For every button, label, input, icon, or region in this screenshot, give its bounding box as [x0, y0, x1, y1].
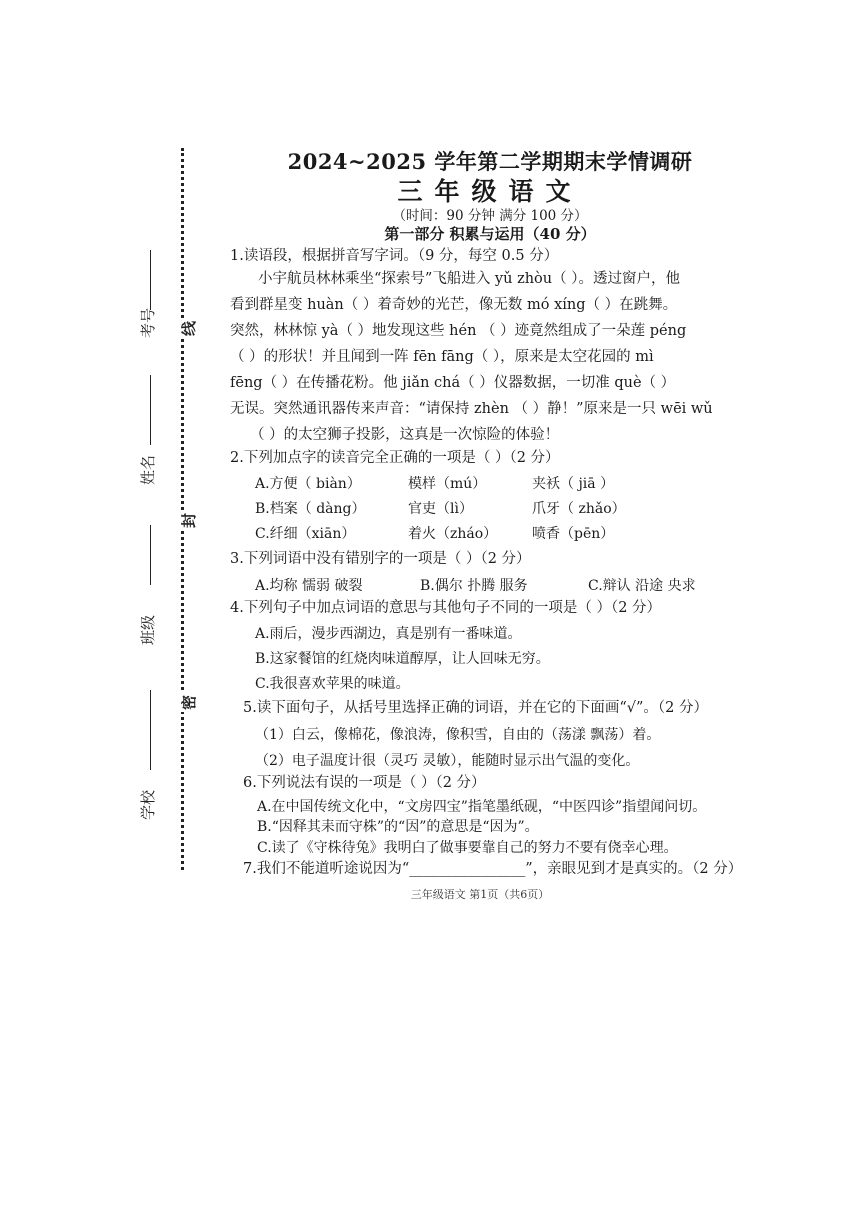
- q6-stem: 6.下列说法有误的一项是（ ）（2 分）: [243, 775, 486, 791]
- q2-option-a-2: 模样（mú）: [408, 476, 487, 492]
- q5-stem: 5.读下面句子，从括号里选择正确的词语，并在它的下面画“√”。（2 分）: [243, 700, 708, 716]
- name-blank: [150, 375, 151, 445]
- q1-line-5: fēng（ ）在传播花粉。他 jiǎn chá（ ）仪器数据，一切准 què（ ）: [230, 375, 676, 391]
- q2-option-c-3: 喷香（pēn）: [532, 526, 615, 542]
- q2-stem: 2.下列加点字的读音完全正确的一项是（ ）（2 分）: [230, 450, 560, 466]
- q3-option-c: C.辩认 沿途 央求: [588, 578, 696, 594]
- q2-option-a-1: A.方便（ biàn）: [255, 476, 361, 492]
- exam-no-label: 考号: [139, 307, 157, 338]
- q1-line-7: （ ）的太空狮子投影，这真是一次惊险的体验！: [250, 427, 560, 443]
- q1-line-4: （ ）的形状！并且闻到一阵 fēn fāng（ ），原来是太空花园的 mì: [230, 349, 654, 365]
- q2-option-c-2: 着火（zháo）: [408, 526, 498, 542]
- class-blank: [150, 525, 151, 585]
- q3-option-a: A.均称 懦弱 破裂: [255, 578, 363, 594]
- time-info: （时间：90 分钟 满分 100 分）: [392, 208, 588, 224]
- exam-subject: 三年级语文: [397, 177, 583, 206]
- exam-title: 2024~2025 学年第二学期期末学情调研: [287, 149, 693, 174]
- school-blank: [150, 690, 151, 770]
- q2-option-c-1: C.纤细（xiān）: [255, 526, 356, 542]
- q3-option-b: B.偶尔 扑腾 服务: [420, 578, 528, 594]
- q4-option-b: B.这家餐馆的红烧肉味道醇厚，让人回味无穷。: [255, 651, 550, 667]
- q2-option-b-2: 官吏（lì）: [408, 501, 473, 517]
- class-label: 班级: [139, 614, 157, 645]
- q2-option-b-1: B.档案（ dàng）: [255, 501, 366, 517]
- q1-line-3: 突然，林林惊 yà（ ）地发现这些 hén （ ）迹竟然组成了一朵莲 péng: [230, 323, 687, 339]
- q6-option-b: B.“因释其耒而守株”的“因”的意思是“因为”。: [257, 819, 539, 835]
- q6-option-c: C.读了《守株待兔》我明白了做事要靠自己的努力不要有侥幸心理。: [257, 840, 678, 856]
- q2-option-b-3: 爪牙（ zhǎo）: [532, 501, 626, 517]
- name-label: 姓名: [139, 454, 157, 485]
- q1-line-6: 无误。突然通讯器传来声音：“请保持 zhèn （ ）静！”原来是一只 wēi wǔ: [230, 401, 713, 417]
- q4-option-a: A.雨后，漫步西湖边，真是别有一番味道。: [255, 626, 522, 642]
- q4-stem: 4.下列句子中加点词语的意思与其他句子不同的一项是（ ）（2 分）: [230, 600, 662, 616]
- school-label: 学校: [139, 789, 157, 820]
- q5-item-2: （2）电子温度计很（灵巧 灵敏），能随时显示出气温的变化。: [255, 753, 640, 769]
- exam-no-blank: [150, 250, 151, 310]
- binding-dotted-line: [181, 148, 184, 870]
- q7-stem: 7.我们不能道听途说因为“________________”，亲眼见到才是真实的。（2 分）: [243, 861, 743, 877]
- page-footer: 三年级语文 第1页（共6页）: [410, 888, 550, 901]
- q1-stem: 1.读语段，根据拼音写字词。（9 分，每空 0.5 分）: [230, 248, 559, 264]
- seal-char-xian: 线: [180, 320, 198, 336]
- q4-option-c: C.我很喜欢苹果的味道。: [255, 676, 410, 692]
- q3-stem: 3.下列词语中没有错别字的一项是（ ）（2 分）: [230, 551, 531, 567]
- q1-line-1: 小宇航员林林乘坐“探索号”飞船进入 yǔ zhòu（ ）。透过窗户，他: [258, 271, 680, 287]
- q5-item-1: （1）白云，像棉花，像浪涛，像积雪，自由的（荡漾 飘荡）着。: [255, 727, 661, 743]
- q6-option-a: A.在中国传统文化中，“文房四宝”指笔墨纸砚，“中医四诊”指望闻问切。: [257, 799, 707, 815]
- seal-char-mi: 密: [180, 694, 198, 710]
- seal-char-feng: 封: [180, 512, 198, 528]
- q1-line-2: 看到群星变 huàn（ ）着奇妙的光芒，像无数 mó xíng（ ）在跳舞。: [230, 297, 678, 313]
- q2-option-a-3: 夹袄（ jiā ）: [532, 476, 615, 492]
- section-heading: 第一部分 积累与运用（40 分）: [384, 225, 596, 243]
- q1-passage: [230, 266, 750, 448]
